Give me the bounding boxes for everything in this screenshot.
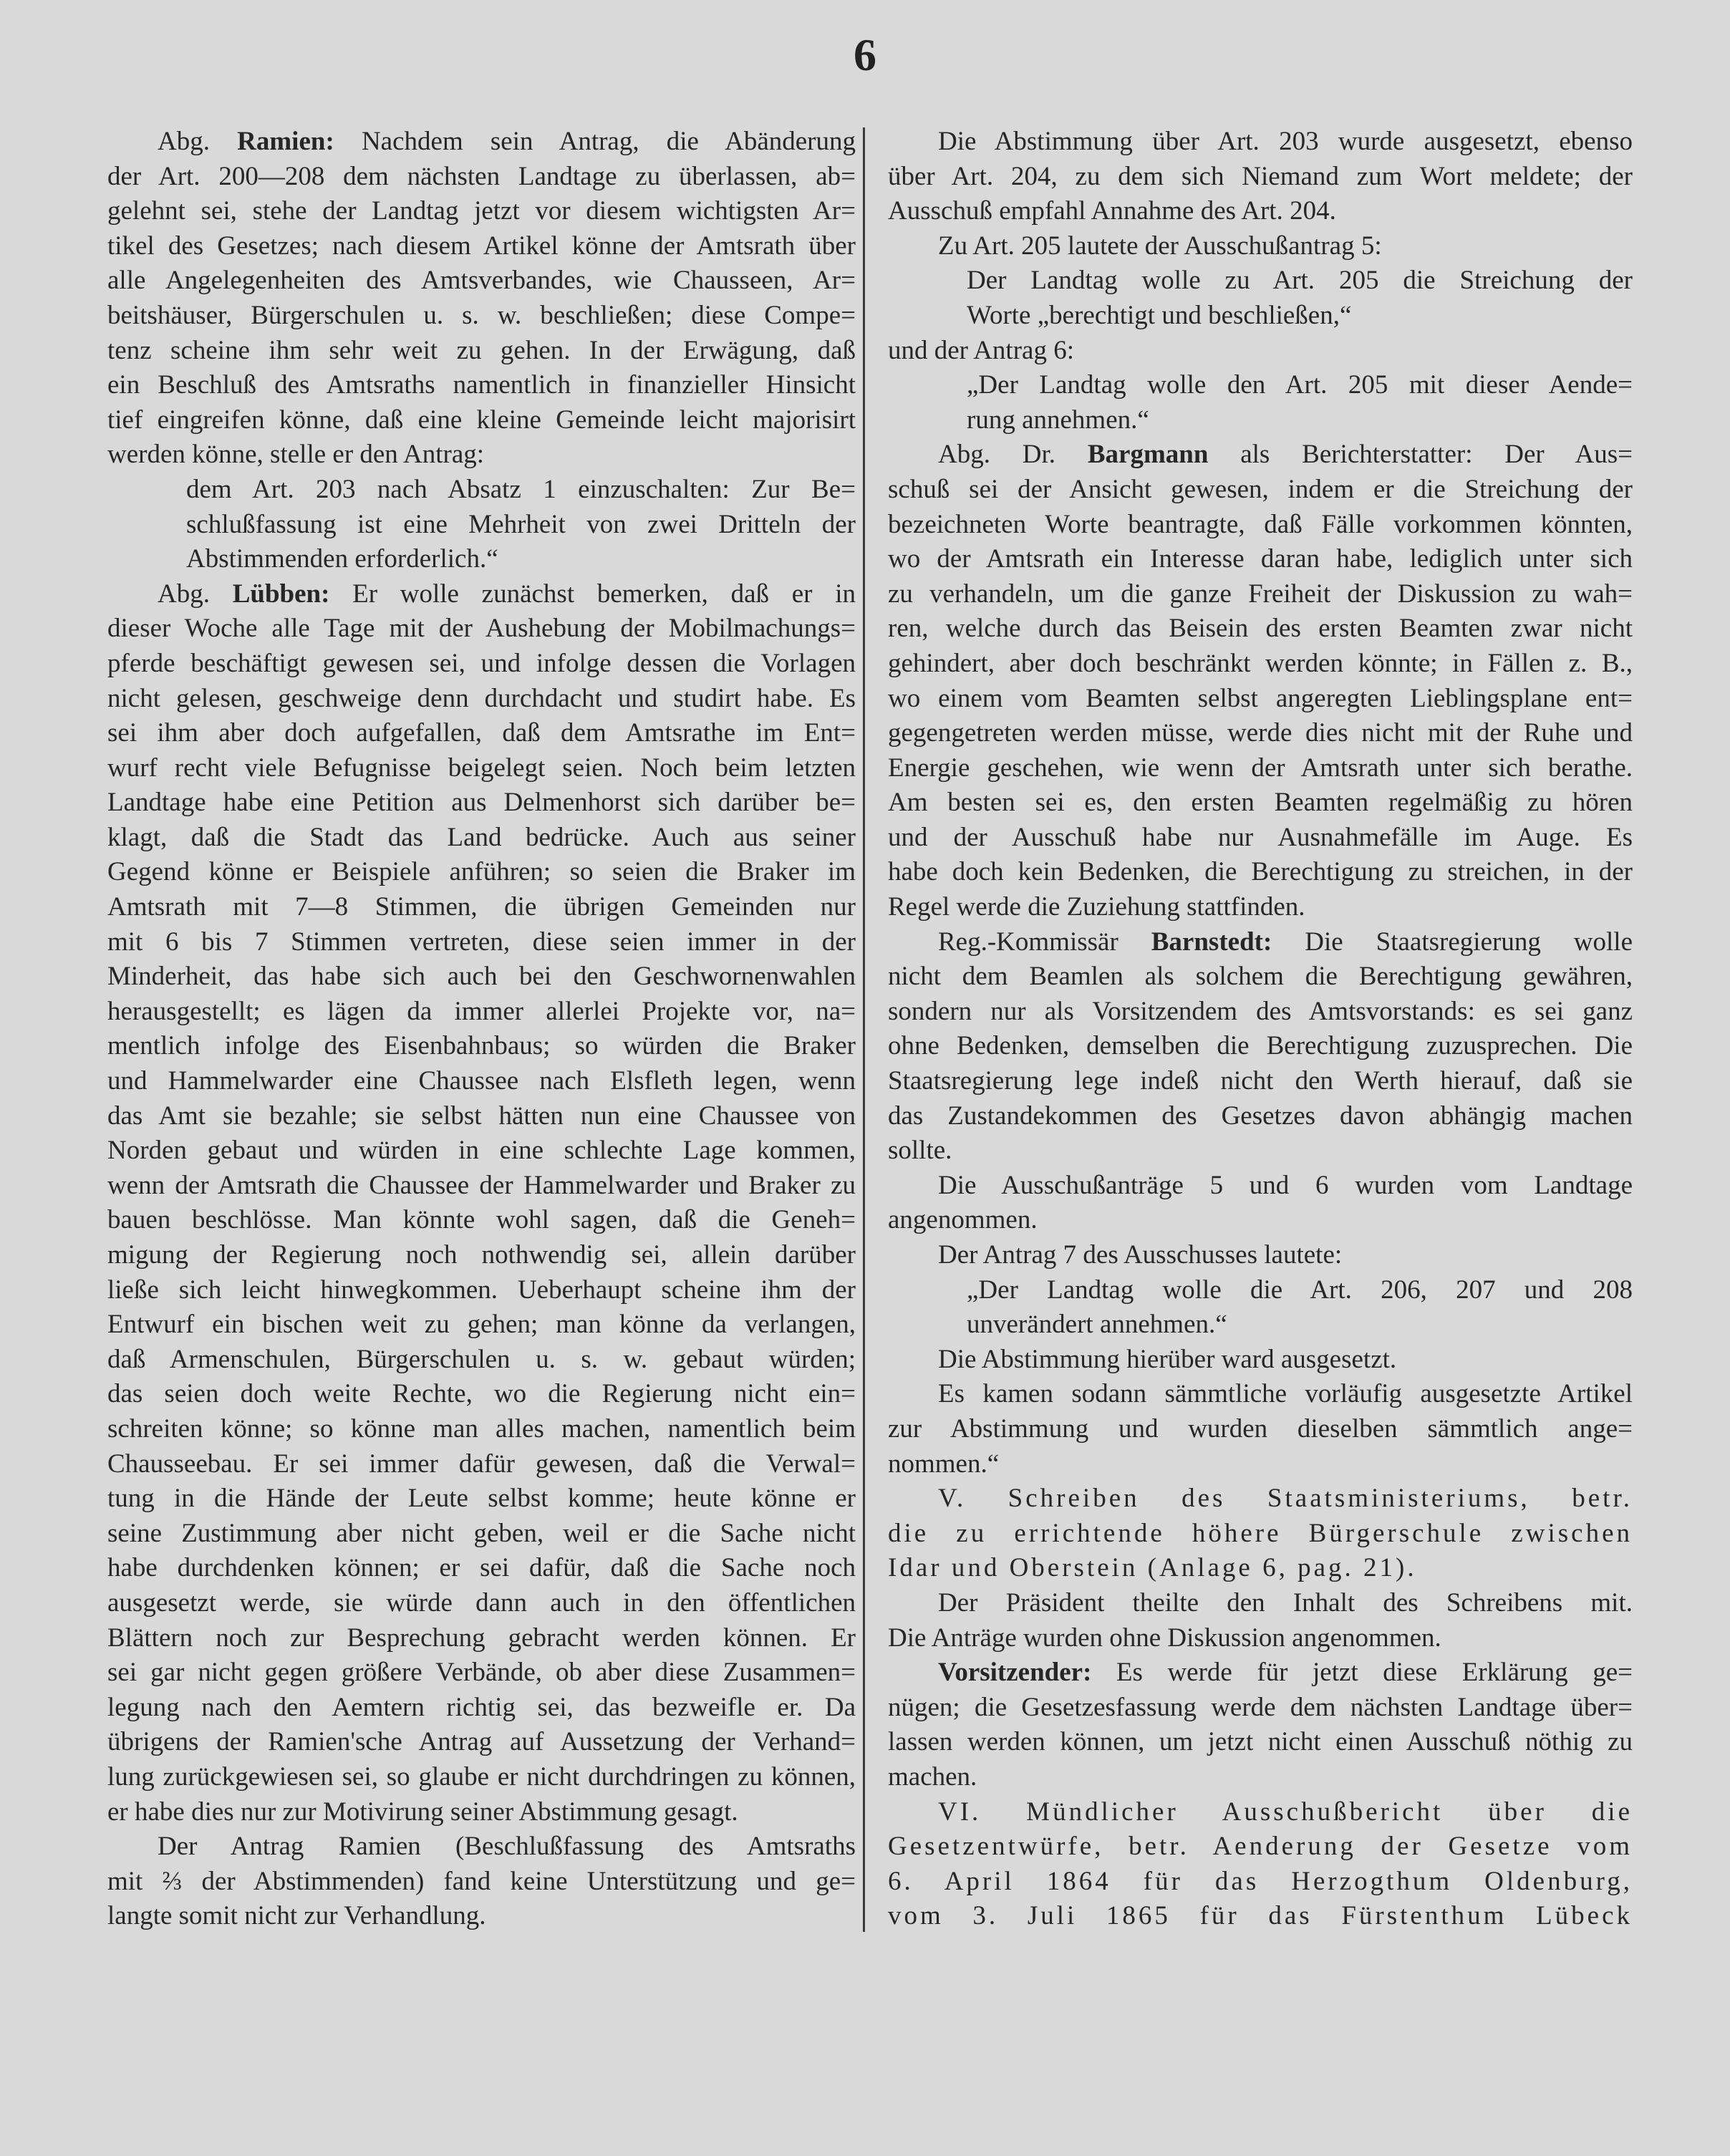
text-line: lung zurückgewiesen sei, so glaube er nicht durchdringen zu können, <box>107 1761 856 1792</box>
text-line: Gegend könne er Beispiele anführen; so seien die Braker im <box>107 857 856 887</box>
text-line: schuß sei der Ansicht gewesen, indem er die Streichung der <box>888 474 1633 504</box>
text-line: lassen werden können, um jetzt nicht einen Ausschuß nöthig zu <box>888 1727 1633 1757</box>
text-line: schreiten könne; so könne man alles machen, namentlich beim <box>107 1413 856 1444</box>
text-line: wenn der Amtsrath die Chaussee der Hammelwarder und Braker zu <box>107 1170 856 1200</box>
text-line: alle Angelegenheiten des Amtsverbandes, wie Chausseen, Ar= <box>107 266 856 296</box>
text-line: Minderheit, das habe sich auch bei den Geschwornenwahlen <box>107 962 856 992</box>
text-line: sondern nur als Vorsitzendem des Amtsvorstands: es sei ganz <box>888 996 1633 1026</box>
text-line: Entwurf ein bischen weit zu gehen; man könne da verlangen, <box>107 1310 856 1340</box>
text-line: wurf recht viele Befugnisse beigelegt seien. Noch beim letzten <box>107 753 856 783</box>
text-line: klagt, daß die Stadt das Land bedrücke. Auch aus seiner <box>107 822 856 852</box>
text-line: habe durchdenken können; er sei dafür, daß die Sache noch <box>107 1553 856 1583</box>
text-line: Gesetzentwürfe, betr. Aenderung der Gesetze vom <box>888 1832 1633 1862</box>
text-line: unverändert annehmen.“ <box>967 1310 1227 1340</box>
text-line: angenommen. <box>888 1205 1038 1235</box>
text-line: „Der Landtag wolle den Art. 205 mit dieser Aende= <box>967 370 1633 400</box>
text-line: ließe sich leicht hinwegkommen. Ueberhaupt scheine ihm der <box>107 1275 856 1305</box>
text-line: tung in die Hände der Leute selbst komme; heute könne er <box>107 1484 856 1514</box>
text-line: Die Abstimmung über Art. 203 wurde ausgesetzt, ebenso <box>938 127 1633 156</box>
text-line: Abstimmenden erforderlich.“ <box>186 544 498 574</box>
text-line: Vorsitzender: Es werde für jetzt diese Erklärung ge= <box>938 1658 1633 1688</box>
text-line: über Art. 204, zu dem sich Niemand zum Wort meldete; der <box>888 161 1633 191</box>
text-line: Chausseebau. Er sei immer dafür gewesen, daß die Verwal= <box>107 1449 856 1479</box>
page-number: 6 <box>854 29 876 80</box>
text-line: Zu Art. 205 lautete der Ausschußantrag 5: <box>938 231 1382 261</box>
text-line: Amtsrath mit 7—8 Stimmen, die übrigen Gemeinden nur <box>107 892 856 922</box>
text-line: das Zustandekommen des Gesetzes davon abhängig machen <box>888 1101 1633 1131</box>
text-line: nommen.“ <box>888 1449 1000 1479</box>
text-line: zur Abstimmung und wurden dieselben sämmtlich ange= <box>888 1413 1633 1444</box>
speaker-name: Ramien: <box>237 127 334 156</box>
text-line: Abg. Ramien: Nachdem sein Antrag, die Abänderung <box>158 127 856 156</box>
text-line: zu verhandeln, um die ganze Freiheit der Diskussion zu wah= <box>888 579 1633 609</box>
text-line: Die Anträge wurden ohne Diskussion angenommen. <box>888 1623 1441 1653</box>
text-line: seine Zustimmung aber nicht geben, weil er die Sache nicht <box>107 1518 856 1548</box>
text-line: das Amt sie bezahle; sie selbst hätten nun eine Chaussee von <box>107 1101 856 1131</box>
text-line: Worte „berechtigt und beschließen,“ <box>967 300 1352 330</box>
text-line: habe doch kein Bedenken, die Berechtigung zu streichen, in der <box>888 857 1633 887</box>
text-line: und der Ausschuß habe nur Ausnahmefälle im Auge. Es <box>888 822 1633 852</box>
text-line: Staatsregierung lege indeß nicht den Werth hierauf, daß sie <box>888 1066 1633 1096</box>
text-line: Ausschuß empfahl Annahme des Art. 204. <box>888 196 1336 226</box>
text-line: daß Armenschulen, Bürgerschulen u. s. w. gebaut würden; <box>107 1344 856 1374</box>
text-line: dieser Woche alle Tage mit der Aushebung der Mobilmachungs= <box>107 614 856 644</box>
text-line: gelehnt sei, stehe der Landtag jetzt vor diesem wichtigsten Ar= <box>107 196 856 226</box>
text-line: langte somit nicht zur Verhandlung. <box>107 1901 486 1931</box>
text-line: er habe dies nur zur Motivirung seiner Abstimmung gesagt. <box>107 1797 738 1827</box>
text-line: „Der Landtag wolle die Art. 206, 207 und 208 <box>967 1275 1633 1305</box>
speaker-name: Vorsitzender: <box>938 1658 1092 1688</box>
text-line: Am besten sei es, den ersten Beamten regelmäßig zu hören <box>888 788 1633 818</box>
text-line: gegengetreten werden müsse, werde dies nicht mit der Ruhe und <box>888 718 1633 748</box>
text-line: dem Art. 203 nach Absatz 1 einzuschalten: Zur Be= <box>186 474 856 504</box>
left-column <box>107 125 856 1934</box>
text-line: ren, welche durch das Beisein des ersten Beamten zwar nicht <box>888 614 1633 644</box>
text-line: vom 3. Juli 1865 für das Fürstenthum Lübeck <box>888 1901 1633 1931</box>
text-line: V. Schreiben des Staatsministeriums, betr. <box>938 1484 1633 1514</box>
text-line: ein Beschluß des Amtsraths namentlich in finanzieller Hinsicht <box>107 370 856 400</box>
text-line: schlußfassung ist eine Mehrheit von zwei Dritteln der <box>186 509 856 539</box>
text-line: tief eingreifen könne, daß eine kleine Gemeinde leicht majorisirt <box>107 405 856 435</box>
text-line: pferde beschäftigt gewesen sei, und infolge dessen die Vorlagen <box>107 648 856 678</box>
speaker-name: Bargmann <box>1087 440 1209 470</box>
text-line: Es kamen sodann sämmtliche vorläufig ausgesetzte Artikel <box>938 1379 1633 1409</box>
text-line: Der Präsident theilte den Inhalt des Schreibens mit. <box>938 1587 1633 1618</box>
text-line: der Art. 200—208 dem nächsten Landtage zu überlassen, ab= <box>107 161 856 191</box>
text-line: die zu errichtende höhere Bürgerschule zwischen <box>888 1518 1633 1548</box>
text-line: tikel des Gesetzes; nach diesem Artikel könne der Amtsrath über <box>107 231 856 261</box>
text-line: wo der Amtsrath ein Interesse daran habe, lediglich unter sich <box>888 544 1633 574</box>
text-line: Norden gebaut und würden in eine schlechte Lage kommen, <box>107 1136 856 1166</box>
text-line: Landtage habe eine Petition aus Delmenhorst sich darüber be= <box>107 788 856 818</box>
text-line: Der Antrag 7 des Ausschusses lautete: <box>938 1240 1343 1270</box>
text-line: ausgesetzt werde, sie würde dann auch in den öffentlichen <box>107 1587 856 1618</box>
text-line: rung annehmen.“ <box>967 405 1149 435</box>
text-line: Energie geschehen, wie wenn der Amtsrath unter sich berathe. <box>888 753 1633 783</box>
text-line: Blättern noch zur Besprechung gebracht werden können. Er <box>107 1623 856 1653</box>
speaker-name: Lübben: <box>232 579 330 609</box>
text-line: VI. Mündlicher Ausschußbericht über die <box>938 1797 1633 1827</box>
text-line: mit ⅔ der Abstimmenden) fand keine Unterstützung und ge= <box>107 1866 856 1896</box>
speaker-name: Barnstedt: <box>1151 927 1272 957</box>
text-line: werden könne, stelle er den Antrag: <box>107 440 485 470</box>
text-line: legung nach den Aemtern richtig sei, das bezweifle er. Da <box>107 1692 856 1722</box>
text-line: ohne Bedenken, demselben die Berechtigung zuzusprechen. Die <box>888 1031 1633 1061</box>
text-line: beitshäuser, Bürgerschulen u. s. w. beschließen; diese Compe= <box>107 300 856 330</box>
text-line: herausgestellt; es lägen da immer allerlei Projekte vor, na= <box>107 996 856 1026</box>
text-line: Abg. Dr. Bargmann als Berichterstatter: Der Aus= <box>938 440 1633 470</box>
text-line: und Hammelwarder eine Chaussee nach Elsfleth legen, wenn <box>107 1066 856 1096</box>
text-line: mentlich infolge des Eisenbahnbaus; so würden die Braker <box>107 1031 856 1061</box>
text-line: migung der Regierung noch nothwendig sei, allein darüber <box>107 1240 856 1270</box>
text-line: sei ihm aber doch aufgefallen, daß dem Amtsrathe im Ent= <box>107 718 856 748</box>
text-line: 6. April 1864 für das Herzogthum Oldenburg, <box>888 1866 1633 1896</box>
text-line: nicht gelesen, geschweige denn durchdacht und studirt habe. Es <box>107 683 856 713</box>
text-line: nicht dem Beamlen als solchem die Berechtigung gewähren, <box>888 962 1633 992</box>
column-divider <box>863 127 865 1932</box>
text-line: und der Antrag 6: <box>888 335 1074 365</box>
text-line: Reg.-Kommissär Barnstedt: Die Staatsregierung wolle <box>938 927 1633 957</box>
text-line: sollte. <box>888 1136 952 1166</box>
text-line: Abg. Lübben: Er wolle zunächst bemerken, daß er in <box>158 579 856 609</box>
text-line: Der Antrag Ramien (Beschlußfassung des Amtsraths <box>158 1832 856 1862</box>
text-line: wo einem vom Beamten selbst angeregten Lieblingsplane ent= <box>888 683 1633 713</box>
text-line: nügen; die Gesetzesfassung werde dem nächsten Landtage über= <box>888 1692 1633 1722</box>
text-line: übrigens der Ramien'sche Antrag auf Aussetzung der Verhand= <box>107 1727 856 1757</box>
text-line: mit 6 bis 7 Stimmen vertreten, diese seien immer in der <box>107 927 856 957</box>
text-line: tenz scheine ihm sehr weit zu gehen. In der Erwägung, daß <box>107 335 856 365</box>
text-line: bauen beschlösse. Man könnte wohl sagen, daß die Geneh= <box>107 1205 856 1235</box>
text-line: Regel werde die Zuziehung stattfinden. <box>888 892 1305 922</box>
text-line: das seien doch weite Rechte, wo die Regierung nicht ein= <box>107 1379 856 1409</box>
text-line: gehindert, aber doch beschränkt werden könnte; in Fällen z. B., <box>888 648 1633 678</box>
text-line: Die Ausschußanträge 5 und 6 wurden vom Landtage <box>938 1170 1633 1200</box>
text-line: machen. <box>888 1761 977 1792</box>
text-line: Der Landtag wolle zu Art. 205 die Streichung der <box>967 266 1633 296</box>
text-line: sei gar nicht gegen größere Verbände, ob aber diese Zusammen= <box>107 1658 856 1688</box>
right-column <box>888 125 1633 1934</box>
text-line: Idar und Oberstein (Anlage 6, pag. 21). <box>888 1553 1417 1583</box>
text-line: Die Abstimmung hierüber ward ausgesetzt. <box>938 1344 1397 1374</box>
text-line: bezeichneten Worte beantragte, daß Fälle vorkommen könnten, <box>888 509 1633 539</box>
